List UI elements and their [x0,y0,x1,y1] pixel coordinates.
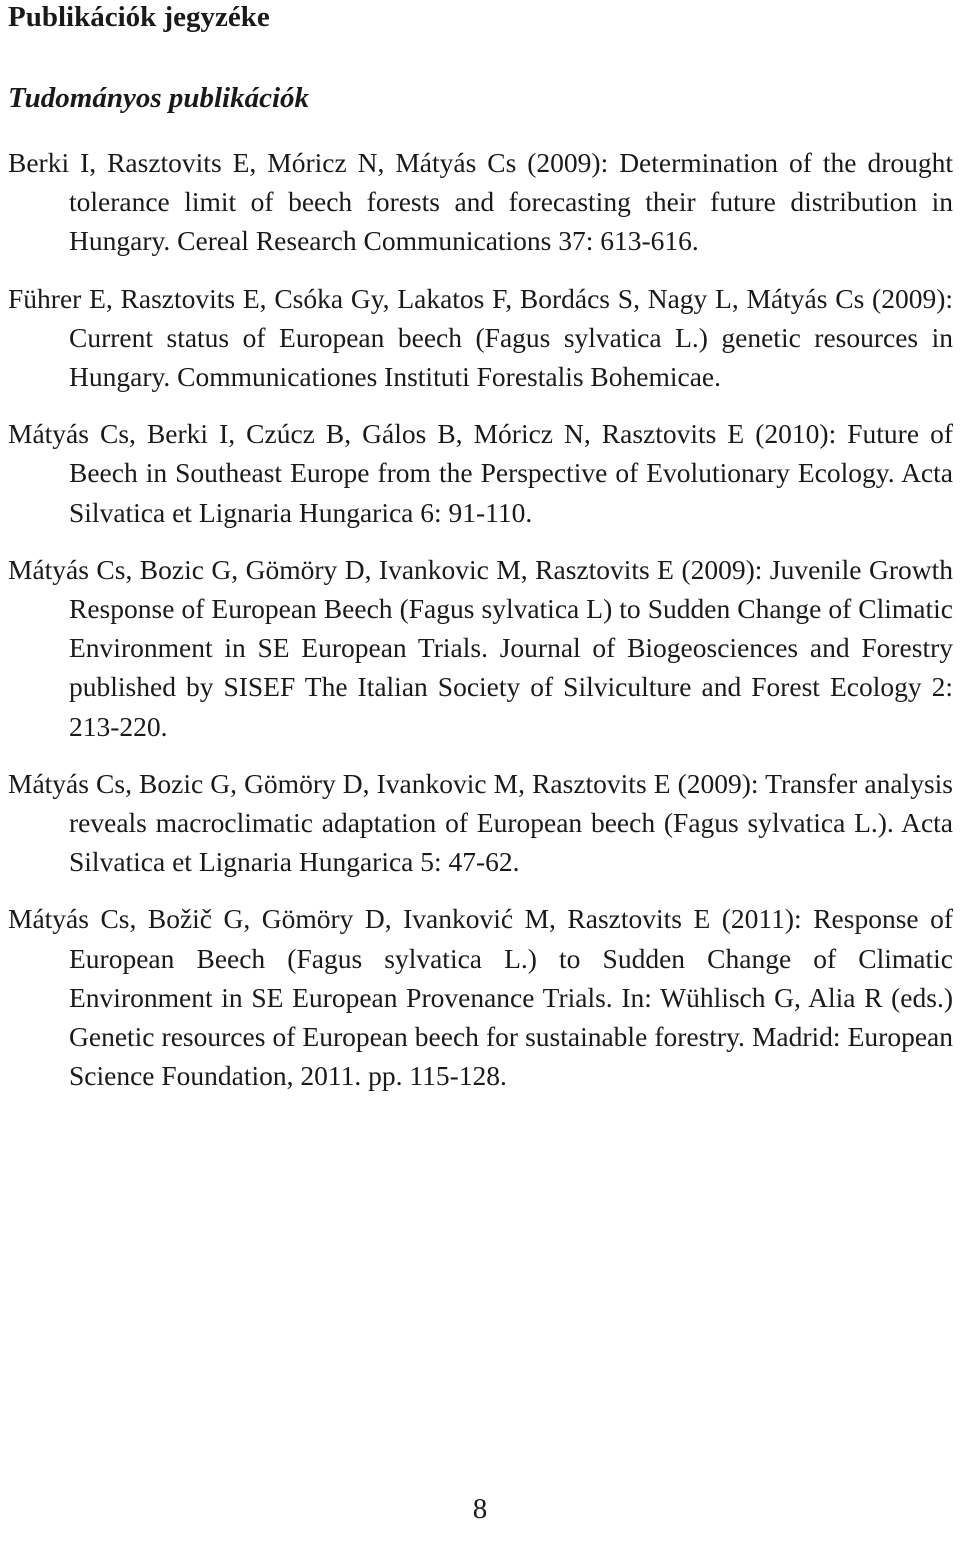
publication-entry: Mátyás Cs, Bozic G, Gömöry D, Ivankovic M, Rasztovits E (2009): Transfer analysis reveals macroclimatic adaptation of European beech (Fagus sylvatica L.). Acta Silvatica et Lignaria Hungarica 5: 47-62. [8,767,953,878]
publication-entry: Berki I, Rasztovits E, Móricz N, Mátyás Cs (2009): Determination of the drought tolerance limit of beech forests and forecasting their future distribution in Hungary. Cereal Research Communications 37: 613-616. [8,147,953,257]
publication-list [8,143,953,1113]
publication-entry: Mátyás Cs, Bozic G, Gömöry D, Ivankovic M, Rasztovits E (2009): Juvenile Growth Response of European Beech (Fagus sylvatica L) to Sudden Change of Climatic Environment in SE European Trials. Journal of Biogeosciences and Forestry published by SISEF The Italian Society of Silviculture and Forest Ecology 2: 213-220. [8,553,953,742]
section-title: Tudományos publikációk [8,82,310,114]
publication-entry: Führer E, Rasztovits E, Csóka Gy, Lakatos F, Bordács S, Nagy L, Mátyás Cs (2009): Current status of European beech (Fagus sylvatica L.) genetic resources in Hungary. Communicationes Instituti Forestalis Bohemicae. [8,282,953,393]
page-title: Publikációk jegyzéke [8,1,270,33]
publication-entry: Mátyás Cs, Božič G, Gömöry D, Ivanković M, Rasztovits E (2011): Response of European Beech (Fagus sylvatica L.) to Sudden Change of Climatic Environment in SE European Provenance Trials. In: Wühlisch G, Alia R (eds.) Genetic resources of European beech for sustainable forestry. Madrid: European Science Foundation, 2011. pp. 115-128. [8,903,953,1092]
publication-entry: Mátyás Cs, Berki I, Czúcz B, Gálos B, Móricz N, Rasztovits E (2010): Future of Beech in Southeast Europe from the Perspective of Evolutionary Ecology. Acta Silvatica et Lignaria Hungarica 6: 91-110. [8,418,953,528]
page-number: 8 [472,1493,488,1525]
